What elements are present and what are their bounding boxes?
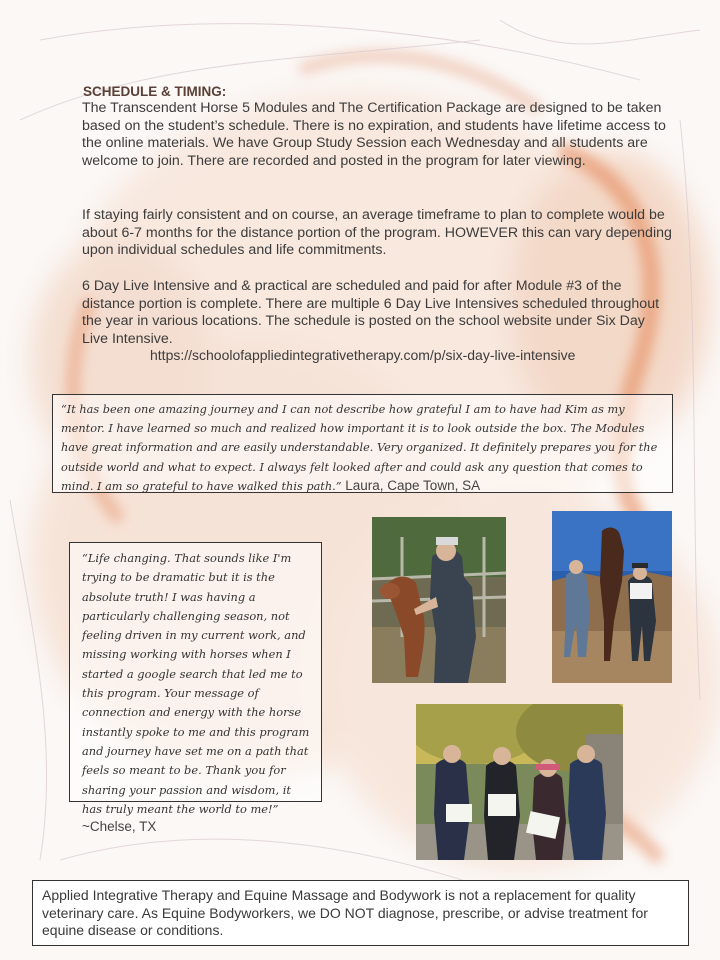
schedule-title: SCHEDULE & TIMING: [83,84,227,99]
testimonial-quote: “It has been one amazing journey and I can not describe how grateful I am to have had Kim as my mentor. I have learned so much and realized how important it is to look outside the box. The Modules have great information and are easily understandable. Very organized. It definitely prepares you for the outside world and what to expect. I always felt looked after and could ask any question that comes to mind. I am so grateful to have walked this path.” [61,403,658,493]
testimonial-chelse [69,542,322,835]
schedule-paragraph-3: 6 Day Live Intensive and & practical are scheduled and paid for after Module #3 of the distance portion is complete. There are multiple 6 Day Live Intensives scheduled throughout the year in various locations. The schedule is posted on the school website under Six Day Live Intensive. [82,278,660,347]
photo-woman-with-foal [372,517,506,683]
disclaimer-box: Applied Integrative Therapy and Equine Massage and Bodywork is not a replacement for quality veterinary care. As Equine Bodyworkers, we DO NOT diagnose, prescribe, or advise treatment for equine disease or conditions. [32,880,689,946]
testimonial-author: ~Chelse, TX [82,819,157,835]
testimonial-laura [52,394,673,493]
testimonial-quote: “Life changing. That sounds like I'm trying to be dramatic but it is the absolute truth! I was having a particularly challenging season, not feeling driven in my current work, and missing working with horses when I started a google search that led me to this program. Your message of connection and energy with the horse instantly spoke to me and this program and journey have set me on a path that feels so meant to be. Thank you for sharing your passion and wisdom, it has truly meant the world to me!” [82,551,310,816]
intensive-url-link[interactable]: https://schoolofappliedintegrativetherapy.com/p/six-day-live-intensive [150,347,576,363]
photo-graduates-with-certificates [416,704,623,860]
testimonial-author: Laura, Cape Town, SA [341,477,481,493]
schedule-paragraph-1: The Transcendent Horse 5 Modules and The Certification Package are designed to be taken based on the student’s schedule. There is no expiration, and students have lifetime access to the online materials. We have Group Study Session each Wednesday and all students are welcome to join. There are recorded and posted in the program for later viewing. [82,100,666,169]
photo-pair-with-horse [552,511,672,683]
schedule-paragraph-2: If staying fairly consistent and on course, an average timeframe to plan to complete would be about 6-7 months for the distance portion of the program. HOWEVER this can vary depending upon individual schedules and life commitments. [82,207,672,259]
